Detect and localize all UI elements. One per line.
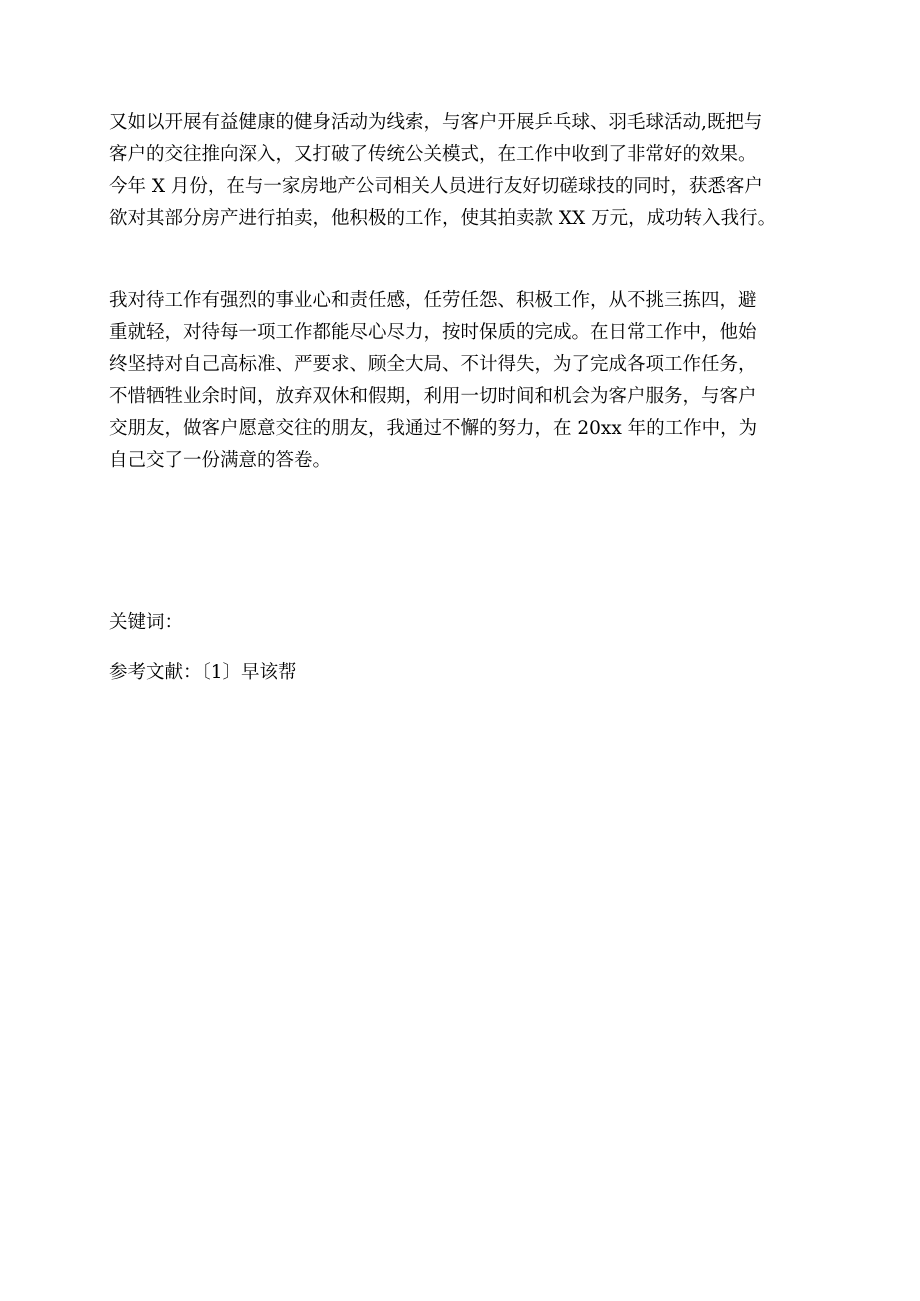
paragraph2-line-3: 终坚持对自己高标准、严要求、顾全大局、不计得失，为了完成各项工作任务， [109,354,757,375]
paragraph2-line-4: 不惜牺牲业余时间，放弃双休和假期，利用一切时间和机会为客户服务，与客户 [109,386,757,407]
paragraph2-line-1: 我对待工作有强烈的事业心和责任感，任劳任怨、积极工作，从不挑三拣四，避 [109,290,757,311]
paragraph2-line-2: 重就轻，对待每一项工作都能尽心尽力，按时保质的完成。在日常工作中，他始 [109,322,757,343]
paragraph1-line-2: 客户的交往推向深入，又打破了传统公关模式，在工作中收到了非常好的效果。 [109,144,757,165]
paragraph2-line-5: 交朋友，做客户愿意交往的朋友，我通过不懈的努力，在 20xx 年的工作中，为 [109,418,758,439]
paragraph1-line-1: 又如以开展有益健康的健身活动为线索，与客户开展乒乓球、羽毛球活动,既把与 [109,112,763,133]
references-line: 参考文献：〔1〕早该帮 [109,662,297,683]
paragraph1-line-4: 欲对其部分房产进行拍卖，他积极的工作，使其拍卖款 XX 万元，成功转入我行。 [109,208,777,229]
keywords-label: 关键词： [109,612,184,633]
paragraph1-line-3: 今年 X 月份，在与一家房地产公司相关人员进行友好切磋球技的同时，获悉客户 [109,176,763,197]
paragraph2-line-6: 自己交了一份满意的答卷。 [109,450,332,471]
